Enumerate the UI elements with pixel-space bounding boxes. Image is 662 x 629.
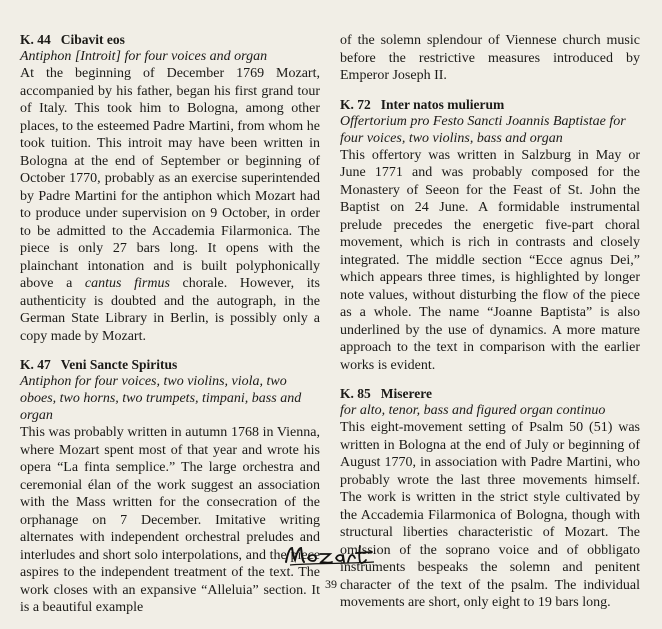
- catalogue-number: K. 72: [340, 96, 371, 112]
- work-description: [20, 65, 320, 345]
- page-number: 39: [325, 577, 337, 591]
- work-description: This eight-movement setting of Psalm 50 (51) was written in Bologna at the end of July or beginning of August 1770, in association with Padre Martini, who probably wrote the last three movements himself. The work is written in the strict style cultivated by the Accademia Filarmonica of Bologna, though with structural liberties characteristic of Mozart. The omission of the soprano voice and of obbligato instruments bespeaks the solemn and penitent character of the text of the psalm. The individual movements are short, only eight to 19 bars long.: [340, 420, 640, 610]
- work-title: Veni Sancte Spiritus: [60, 357, 178, 372]
- work-title: Miserere: [380, 386, 432, 401]
- work-scoring: Antiphon [Introit] for four voices and organ: [20, 49, 268, 64]
- catalogue-number: K. 44: [20, 32, 51, 47]
- work-title: Cibavit eos: [60, 32, 125, 47]
- entry-k72: [340, 97, 640, 375]
- entry-heading: [20, 357, 320, 373]
- work-title: Inter natos mulierum: [380, 96, 505, 112]
- left-column: [20, 32, 320, 629]
- entry-heading: [340, 97, 640, 113]
- work-description: This offertory was written in Salzburg in May or June 1771 and was probably composed for the Monastery of Seeon for the Feast of St. John the Baptist on 24 June. A formidable instrumental prelude precedes the energetic five-part choral movement, which is rich in contrasts and closely integrated. The middle section “Ecce agnus Dei,” which appears three times, is highlighted by longer note values, without disturbing the flow of the piece as a whole. The name “Joanne Baptista” is also underlined by the use of dynamics. A more mature approach to the text in comparison with the earlier works is evident.: [340, 147, 640, 373]
- work-scoring: for alto, tenor, bass and figured organ continuo: [340, 403, 606, 418]
- work-scoring: Offertorium pro Festo Sancti Joannis Baptistae for four voices, two violins, bass and organ: [340, 113, 626, 146]
- entry-k44: [20, 32, 320, 345]
- description-text: At the beginning of December 1769 Mozart, accompanied by his father, began his first grand tour of Italy. This took him to Bologna, among other places, to the esteemed Padre Martini, from whom he took tuition. This introit may have been written in Bologna at the end of September or beginning of October 1770, probably as an exercise superintended by Padre Martini for the antiphon which Mozart had to produce under supervision on 9 October, in order to be admitted to the Accademia Filarmonica. The piece is only 27 bars long. It opens with the plainchant intonation and is built polyphonically above a: [20, 66, 320, 291]
- catalogue-number: K. 47: [20, 357, 51, 372]
- work-scoring: Antiphon for four voices, two violins, viola, two oboes, two horns, two trumpets, timpani, bass and organ: [20, 374, 302, 423]
- entry-heading: [20, 32, 320, 48]
- right-column: [340, 32, 640, 624]
- entry-heading: [340, 386, 640, 402]
- continued-description: of the solemn splendour of Viennese church music before the restrictive measures introduced by Emperor Joseph II.: [340, 33, 640, 83]
- work-description: This was probably written in autumn 1768 in Vienna, where Mozart spent most of that year and wrote his opera “La finta semplice.” The large orchestra and ceremonial élan of the work suggest an association with the Mass written for the consecration of the orphanage on 7 December. Imitative writing alternates with independent orchestral preludes and interludes and short solo interpolations, and the piece aspires to the independent treatment of the text. The work closes with an expansive “Alleluia” section. It is a beautiful example: [20, 425, 320, 615]
- entry-k47-continuation: [340, 32, 640, 85]
- catalogue-number: K. 85: [340, 386, 371, 401]
- mozart-signature-logo: [280, 540, 380, 570]
- description-text-end: chorale. However, its authenticity is doubted and the autograph, in the German State Library in Berlin, is possibly only a copy made by Mozart.: [20, 276, 320, 344]
- description-italic-term: cantus firmus: [84, 276, 170, 291]
